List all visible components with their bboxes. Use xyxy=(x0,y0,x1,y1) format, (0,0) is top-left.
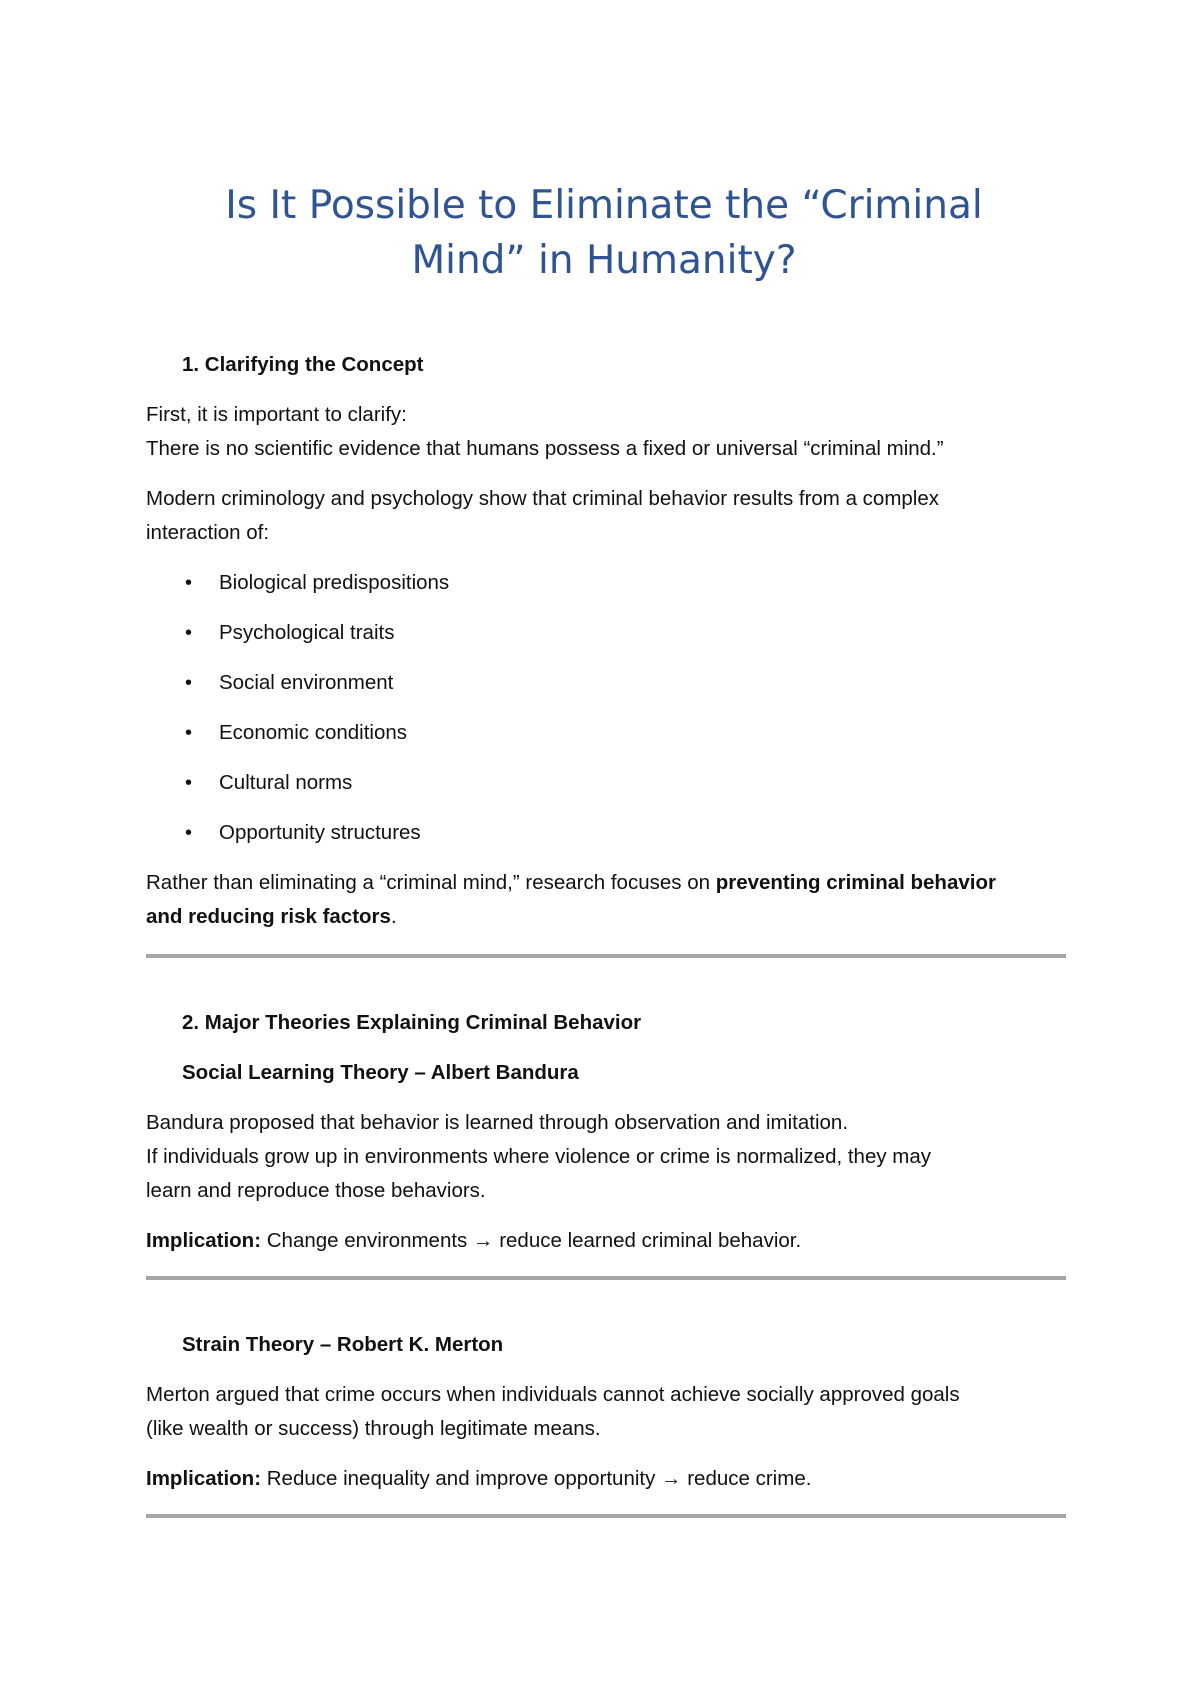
bullet-icon: • xyxy=(185,572,193,594)
bullet-icon: • xyxy=(185,822,193,844)
title-line-1: Is It Possible to Eliminate the “Criminal xyxy=(225,183,983,228)
closing-suffix: . xyxy=(390,905,397,928)
list-item: • Opportunity structures xyxy=(146,816,1066,850)
list-item: • Social environment xyxy=(146,666,1066,700)
social-learning-implication xyxy=(146,1224,1066,1258)
implication-label: Implication: xyxy=(146,1229,262,1252)
strain-line-1: Merton argued that crime occurs when individuals cannot achieve socially approved goals xyxy=(146,1383,960,1406)
implication-text: Change environments → reduce learned criminal behavior. xyxy=(261,1229,802,1252)
horizontal-divider xyxy=(146,1514,1066,1518)
strain-line-2: (like wealth or success) through legitimate means. xyxy=(146,1417,601,1440)
bullet-icon: • xyxy=(185,772,193,794)
social-learning-line-2: If individuals grow up in environments where violence or crime is normalized, they may xyxy=(146,1145,932,1168)
bullet-icon: • xyxy=(185,722,193,744)
theory-heading-strain: Strain Theory – Robert K. Merton xyxy=(182,1333,504,1356)
closing-prefix: Rather than eliminating a “criminal mind,” research focuses on xyxy=(146,871,716,894)
list-item: • Economic conditions xyxy=(146,716,1066,750)
intro-paragraph xyxy=(146,398,1066,466)
closing-bold-1: preventing criminal behavior xyxy=(715,871,996,894)
factor-list xyxy=(146,566,1066,850)
document-title xyxy=(146,178,1062,288)
closing-bold-2: and reducing risk factors xyxy=(146,905,391,928)
closing-paragraph xyxy=(146,866,1066,934)
horizontal-divider xyxy=(146,954,1066,958)
bullet-icon: • xyxy=(185,672,193,694)
interaction-paragraph xyxy=(146,482,1066,550)
interaction-line-2: interaction of: xyxy=(146,521,270,544)
implication-label: Implication: xyxy=(146,1467,262,1490)
list-item: • Psychological traits xyxy=(146,616,1066,650)
theory-heading-social-learning: Social Learning Theory – Albert Bandura xyxy=(182,1061,579,1084)
interaction-line-1: Modern criminology and psychology show that criminal behavior results from a complex xyxy=(146,487,940,510)
intro-line-2: There is no scientific evidence that humans possess a fixed or universal “criminal mind.” xyxy=(146,437,944,460)
intro-line-1: First, it is important to clarify: xyxy=(146,403,407,426)
title-line-2: Mind” in Humanity? xyxy=(411,238,797,283)
list-item: • Biological predispositions xyxy=(146,566,1066,600)
bullet-icon: • xyxy=(185,622,193,644)
implication-text: Reduce inequality and improve opportunity → reduce crime. xyxy=(261,1467,812,1490)
strain-paragraph xyxy=(146,1378,1066,1446)
strain-implication xyxy=(146,1462,1066,1496)
social-learning-line-3: learn and reproduce those behaviors. xyxy=(146,1179,486,1202)
section-heading-clarifying: 1. Clarifying the Concept xyxy=(182,353,424,376)
list-item: • Cultural norms xyxy=(146,766,1066,800)
section-heading-theories: 2. Major Theories Explaining Criminal Behavior xyxy=(182,1011,642,1034)
horizontal-divider xyxy=(146,1276,1066,1280)
social-learning-paragraph xyxy=(146,1106,1066,1208)
document-body xyxy=(146,348,1066,1518)
social-learning-line-1: Bandura proposed that behavior is learned through observation and imitation. xyxy=(146,1111,849,1134)
